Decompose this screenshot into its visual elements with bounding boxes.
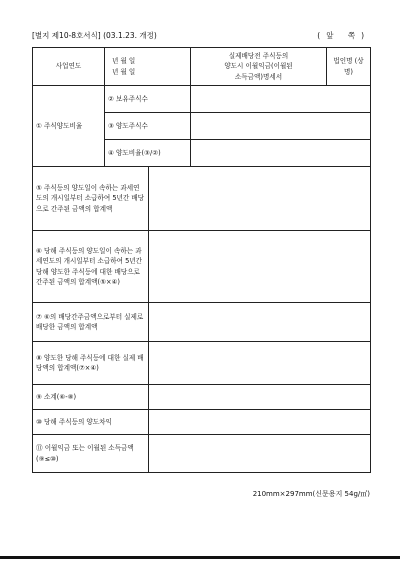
row-10-label: ⑩ 당해 주식등의 양도차익 <box>33 410 149 435</box>
sold-shares-label: ③ 양도주식수 <box>105 113 191 140</box>
form-title <box>191 48 327 86</box>
table-row <box>33 86 371 113</box>
table-row <box>33 303 371 342</box>
page-side-label: (앞 쪽) <box>317 31 370 40</box>
row-5-label: ⑤ 주식등의 양도일이 속하는 과세연도의 개시일부터 소급하여 5년간 배당으로 간주된 금액의 합계액 <box>33 167 149 231</box>
header-row <box>33 48 371 86</box>
year-label: 사업연도 <box>33 48 105 86</box>
table-row <box>33 385 371 410</box>
row-9-value[interactable] <box>149 385 371 410</box>
form-table <box>32 47 371 86</box>
start-date-label: 년 월 일 <box>112 57 136 66</box>
row-10-value[interactable] <box>149 410 371 435</box>
table-row <box>33 410 371 435</box>
end-date-label: 년 월 일 <box>112 67 136 76</box>
held-shares-value[interactable] <box>191 86 371 113</box>
title-paren: (이월된 <box>271 62 293 71</box>
corp-cell <box>327 48 371 86</box>
row-6-value[interactable] <box>149 231 371 303</box>
date-range-cell <box>105 48 191 86</box>
table-row <box>33 342 371 385</box>
table-row <box>33 231 371 303</box>
row-5-value[interactable] <box>149 167 371 231</box>
row-9-label: ⑨ 소계(⑥-⑧) <box>33 385 149 410</box>
row-11-label: ⑪ 이월익금 또는 이월된 소득금액 (⑨≤⑩) <box>33 435 149 473</box>
sell-ratio-label: ④ 양도비율(③/②) <box>105 140 191 167</box>
title-line-1: 실제배당전 주식등의 <box>228 52 289 61</box>
row-6-label: ⑥ 당해 주식등의 양도일이 속하는 과세연도의 개시일부터 소급하여 5년간 당해 양도한 주식등에 대한 배당으로 간주된 금액의 합계액(⑤×④) <box>33 231 149 303</box>
paper-spec: 210mm×297mm(신문용지 54g/㎡) <box>252 490 370 498</box>
table-row <box>33 435 371 473</box>
sold-shares-value[interactable] <box>191 113 371 140</box>
table-row <box>33 167 371 231</box>
title-line-3: 소득금액)명세서 <box>234 72 283 81</box>
row-11-value[interactable] <box>149 435 371 473</box>
corp-label: 법인명 (상명) <box>333 57 364 76</box>
row-8-label: ⑧ 양도한 당해 주식등에 대한 실제 배당액의 합계액(⑦×④) <box>33 342 149 385</box>
divider <box>0 556 400 559</box>
sell-ratio-value[interactable] <box>191 140 371 167</box>
row-7-label: ⑦ ⑥의 배당간주금액으로부터 실제로 배당한 금액의 합계액 <box>33 303 149 342</box>
body-table <box>32 85 371 167</box>
row-7-value[interactable] <box>149 303 371 342</box>
held-shares-label: ② 보유주식수 <box>105 86 191 113</box>
row-8-value[interactable] <box>149 342 371 385</box>
amount-table <box>32 166 371 473</box>
form-number: [별지 제10-8호서식] (03.1.23. 개정) <box>32 31 157 40</box>
ratio-label: ① 주식양도비율 <box>33 86 105 167</box>
title-line-2: 양도시 이월익금 <box>224 62 271 71</box>
